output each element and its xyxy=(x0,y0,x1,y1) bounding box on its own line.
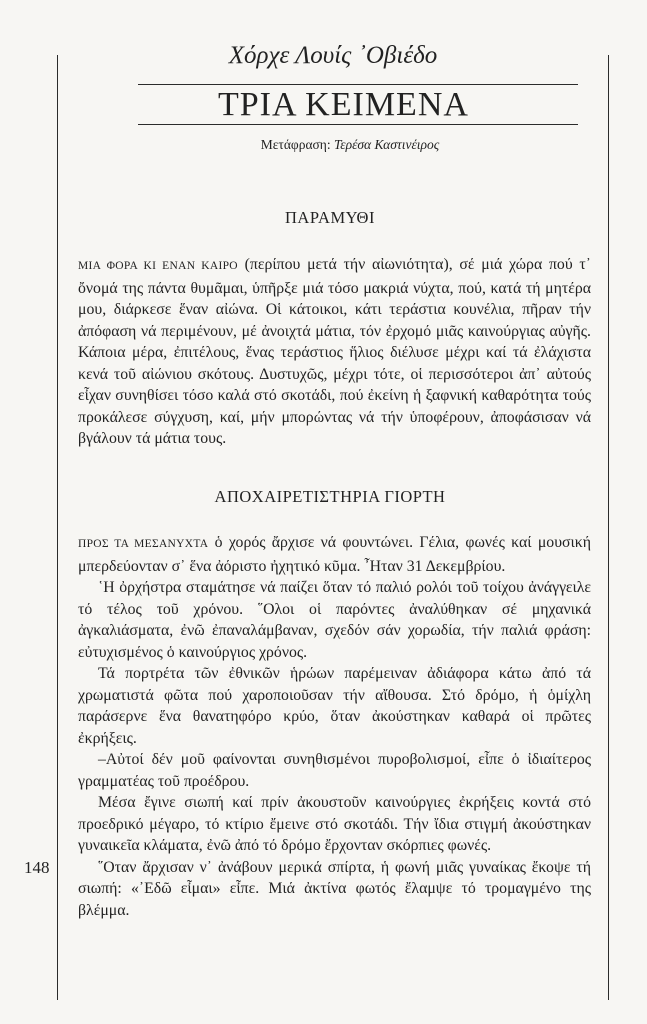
paragraph: –Αὐτοί δέν μοῦ φαίνονται συνηθισμένοι πυροβολισμοί, εἶπε ὁ ἰδιαίτερος γραμματέας τοῦ προέδρου. xyxy=(78,751,591,790)
section-body-paramythi xyxy=(78,254,591,450)
page-title: ΤΡΙΑ ΚΕΙΜΕΝΑ xyxy=(218,86,469,123)
header-top-rule xyxy=(138,84,578,85)
section-heading-paramythi: ΠΑΡΑΜΥΘΙ xyxy=(285,208,375,227)
paragraph xyxy=(78,254,591,450)
left-margin-rule xyxy=(57,55,58,1000)
lead-in: ΠΡΟΣ ΤΑ ΜΕΣΑΝΥΧΤΑ xyxy=(78,538,209,550)
paragraph: ῞Οταν ἄρχισαν ν᾽ ἀνάβουν μερικά σπίρτα, ἡ φωνή μιᾶς γυναίκας ἔκοψε τή σιωπή: «᾽Εδῶ εἶμαι» εἶπε. Μιά ἀκτίνα φωτός ἔλαμψε τό τρομαγμένο της βλέμμα. xyxy=(78,858,591,919)
translator-name: Τερέσα Καστινέιρος xyxy=(334,137,440,152)
author-name: Χόρχε Λουίς ᾽Οβιέδο xyxy=(228,42,438,69)
paragraph: Μέσα ἔγινε σιωπή καί πρίν ἀκουστοῦν καινούργιες ἐκρήξεις κοντά στό προεδρικό μέγαρο, τό κτίριο ἔμεινε στό σκοτάδι. Τήν ἴδια στιγμή ἀκούστηκαν γυναικεῖα κλάματα, ἐνῶ ἀπό τό δρόμο ἔρχονταν σκόρπιες φωνές. xyxy=(78,794,591,854)
paragraph: ῾Η ὀρχήστρα σταμάτησε νά παίζει ὅταν τό παλιό ρολόι τοῦ τοίχου ἀνάγγειλε τό τέλος τοῦ χρόνου. ῞Ολοι οἱ παρόντες ἀναλύθηκαν σέ μηχανικά ἀγκαλιάσματα, ἐνῶ ἐπαναλάμβαναν, σχεδόν σάν χορωδία, τήν παλιά φράση: εὐτυχισμένος ὁ καινούργιος χρόνος. xyxy=(78,579,591,661)
section-body-apoxairetistiria xyxy=(78,532,591,921)
section-heading-apoxairetistiria: ΑΠΟΧΑΙΡΕΤΙΣΤΗΡΙΑ ΓΙΟΡΤΗ xyxy=(214,487,446,506)
page-number: 148 xyxy=(24,858,50,877)
right-margin-rule xyxy=(608,55,609,1000)
lead-in: ΜΙΑ ΦΟΡΑ ΚΙ ΕΝΑΝ ΚΑΙΡΟ xyxy=(78,260,238,272)
paragraph-text: (περίπου μετά τήν αἰωνιότητα), σέ μιά χώρα πού τ᾽ ὄνομά της πάντα θυμᾶμαι, ὑπῆρξε μιά τόσο μακριά νύχτα, πού, κατά τή μητέρα μου, διάρκεσε ἕναν αἰώνα. Οἱ κάτοικοι, κάτι τεράστια κουνέλια, πῆραν τήν ἀπόφαση νά περιμένουν, μέ ἀνοιχτά μάτια, τόν ἐρχομό μιᾶς καινούργιας αὐγῆς. Κάποια μέρα, ἐπιτέλους, ἕνας τεράστιος ἥλιος διέλυσε μέχρι καί τά ἐλάχιστα κενά τοῦ αἰώνιου σκότους. Δυστυχῶς, μέχρι τότε, οἱ περισσότεροι ἀπ᾽ αὐτούς εἶχαν συνηθίσει τόσο καλά στό σκοτάδι, πού ἐκείνη ἡ ξαφνική καθαρότητα τούς προκάλεσε σύγχυση, καί, μήν μπορώντας νά τήν ὑποφέρουν, ἀποφάσισαν νά βγάλουν τά μάτια τους. xyxy=(78,256,591,447)
paragraph xyxy=(78,532,591,577)
paragraph: Τά πορτρέτα τῶν ἐθνικῶν ἡρώων παρέμειναν ἀδιάφορα κάτω ἀπό τά χρωματιστά φῶτα πού χαροποιοῦσαν τήν αἴθουσα. Στό δρόμο, ἡ ὁμίχλη παράσερνε ἕνα θανατηφόρο κρύο, ὅταν ἀκούστηκαν καθαρά οἱ πρῶτες ἐκρήξεις. xyxy=(78,665,591,747)
translation-credit xyxy=(150,137,550,153)
translation-label: Μετάφραση: xyxy=(260,137,331,152)
header-bottom-rule xyxy=(138,124,578,125)
paragraph-text: ὁ χορός ἄρχισε νά φουντώνει. Γέλια, φωνές καί μουσική μπερδεύονταν σ᾽ ἕνα ἀόριστο ἠχητικό κῦμα. ῏Ηταν 31 Δεκεμβρίου. xyxy=(78,534,592,575)
